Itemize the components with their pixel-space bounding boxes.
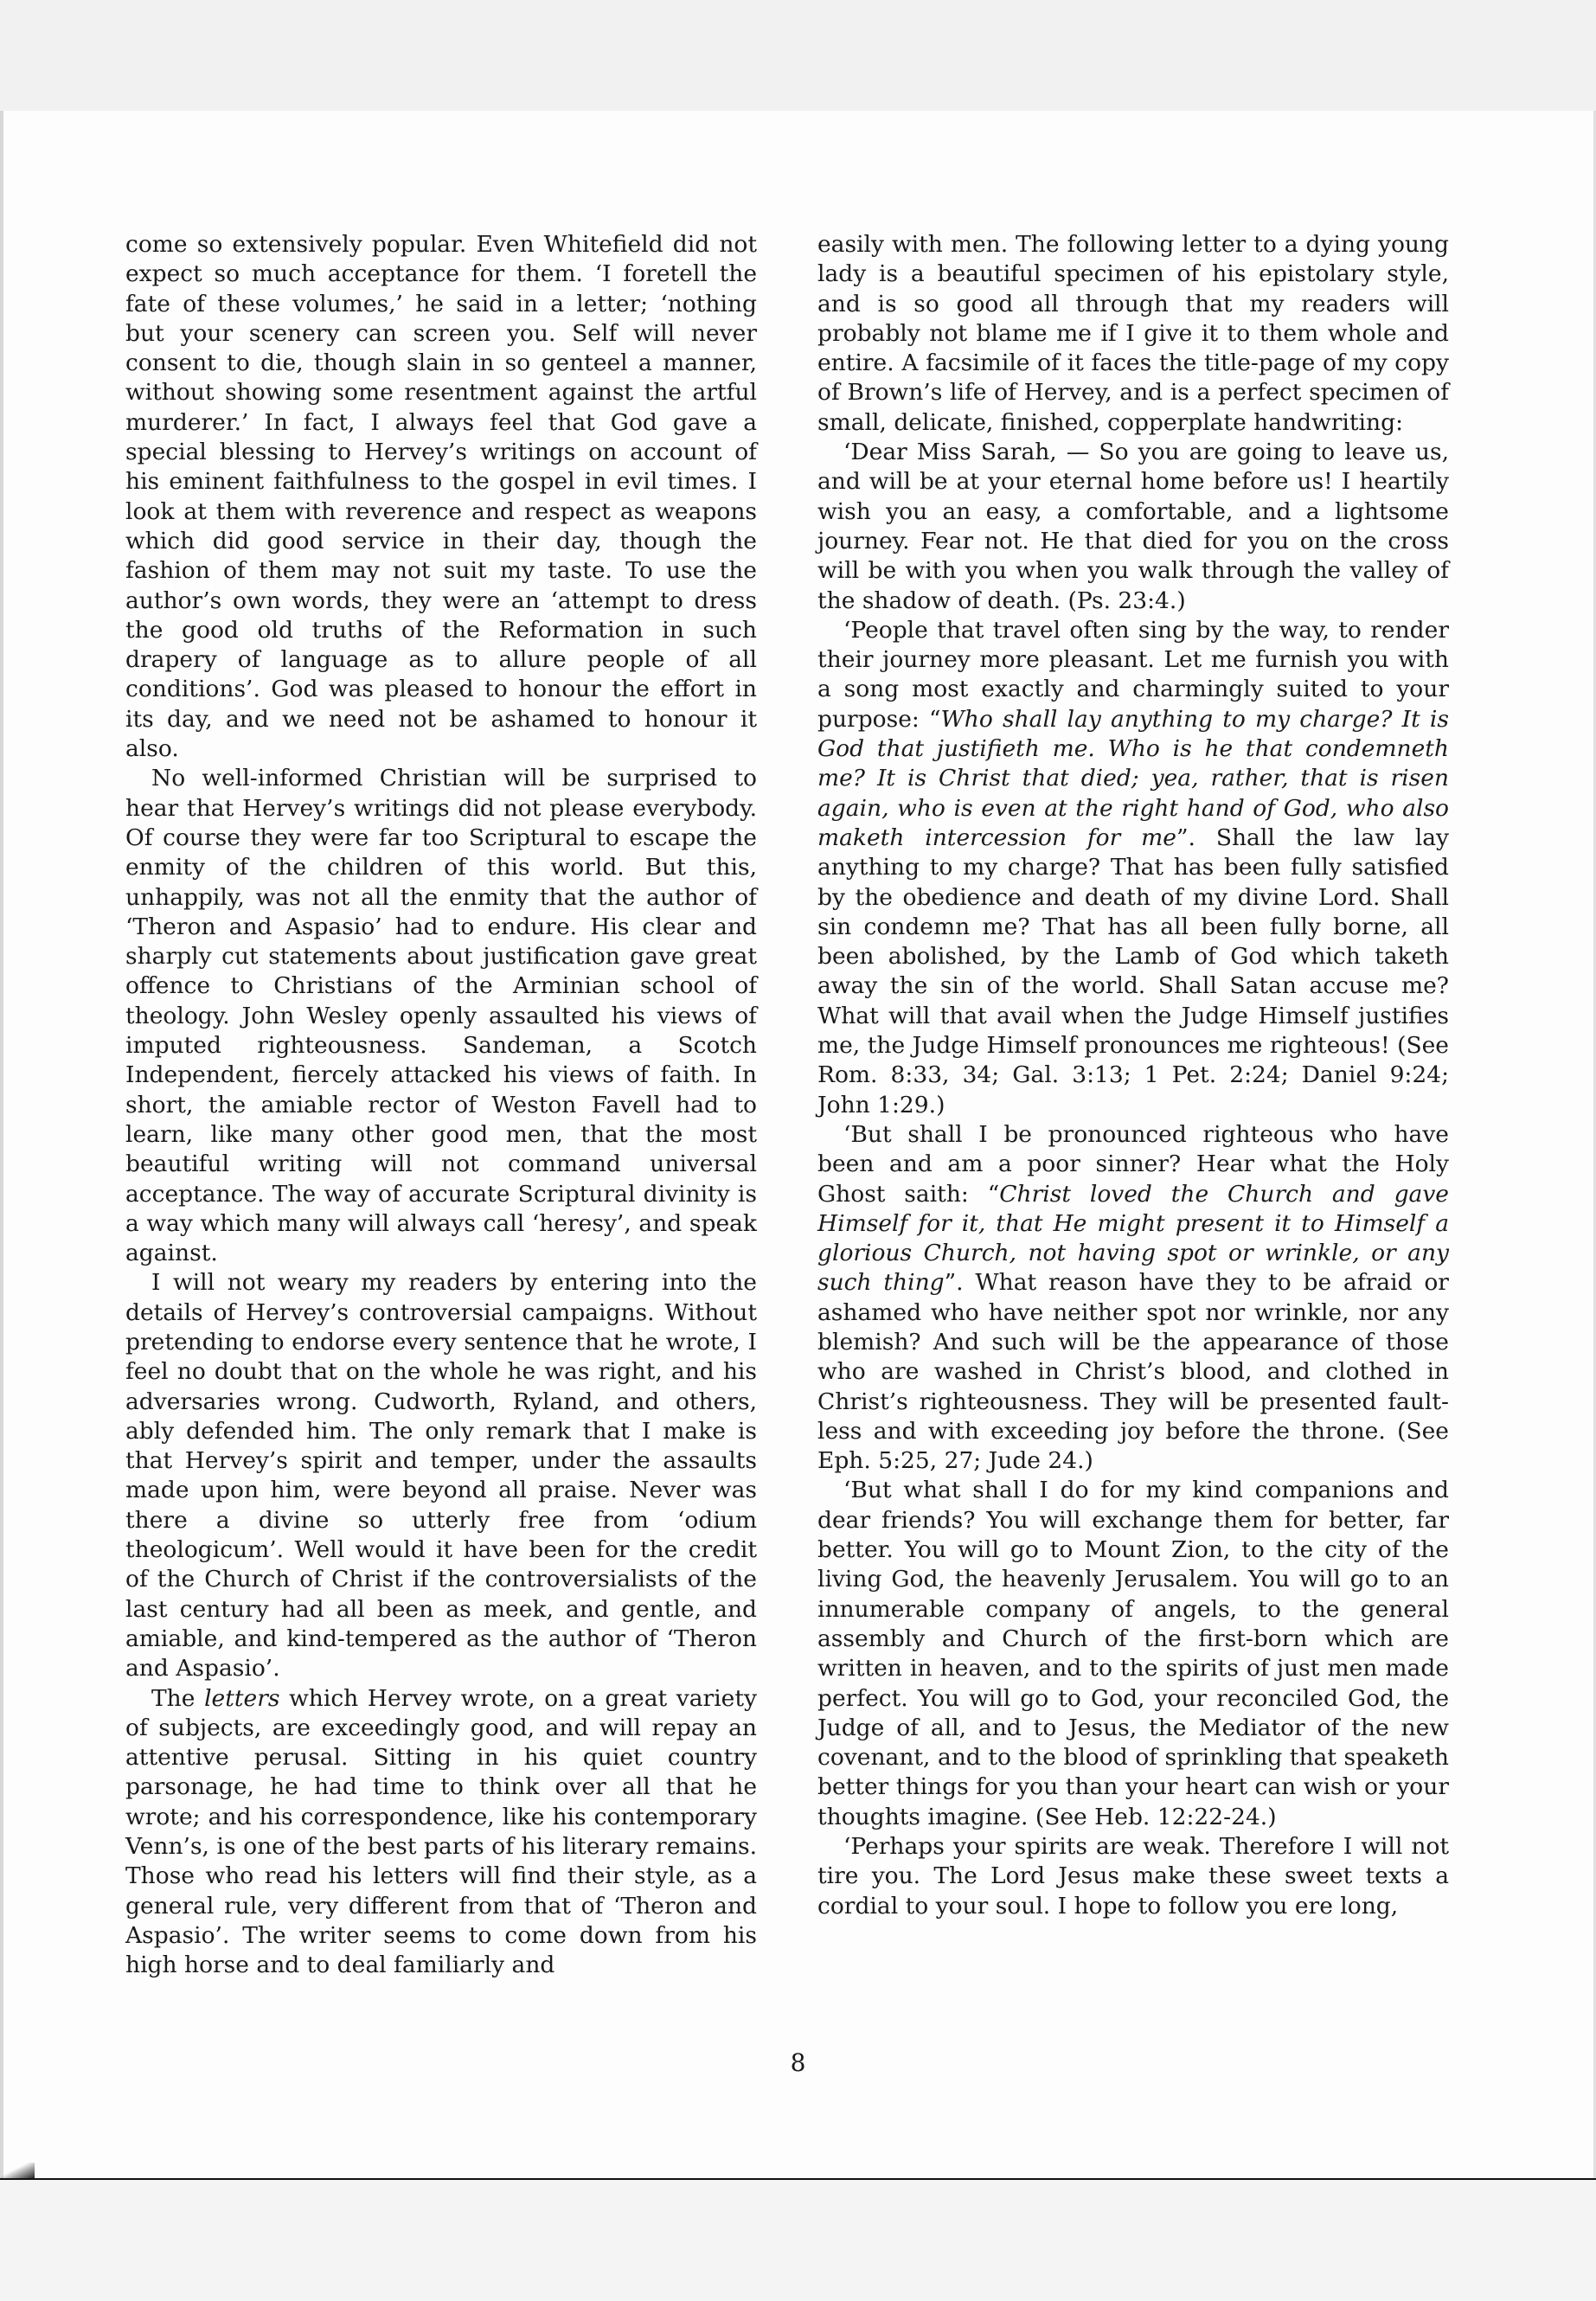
paragraph-right-5: ‘But what shall I do for my kind companions and dear friends? You will exchange them for better, far better. You will go to Mount Zion, to the city of the living God, the heavenly Jerusalem. You will go to an innumerable company of angels, to the general assembly and Church of the first-born which are written in heaven, and to the spirits of just men made perfect. You will go to God, your reconciled God, the Judge of all, and to Jesus, the Mediator of the new covenant, and to the blood of sprinkling that speaketh better things for you than your heart can wish or your thoughts imagine. (See Heb. 12:22-24.): [817, 1477, 1449, 1830]
italic-quotation: Who shall lay anything to my charge? It is God that justifieth me. Who is he that condemneth me? It is Christ that died; yea, rather, that is risen again, who is even at the right hand of God, who also maketh intercession for me: [817, 705, 1449, 851]
text-run: ”. What reason have they to be afraid or ashamed who have neither spot nor wrinkle, nor any blemish? And such will be the appearance of those who are washed in Christ’s blood, and clothed in Christ’s righteousness. They will be presented faultless and with exceeding joy before the throne. (See Eph. 5:25, 27; Jude 24.): [817, 1269, 1449, 1475]
page-number: 8: [790, 2048, 806, 2077]
scan-shadow: [0, 2163, 35, 2180]
paragraph-right-6: ‘Perhaps your spirits are weak. Therefore I will not tire you. The Lord Jesus make these sweet texts a cordial to your soul. I hope to follow you ere long,: [817, 1833, 1449, 1920]
scan-edge-left: [0, 111, 3, 2180]
text-run: which Hervey wrote, on a great variety of subjects, are exceedingly good, and will repay an attentive perusal. Sitting in his quiet country parsonage, he had time to think over all that he wrote; and his correspondence, like his contemporary Venn’s, is one of the best parts of his literary remains. Those who read his letters will find their style, as a general rule, very different from that of ‘Theron and Aspasio’. The writer seems to come down from his high horse and to deal familiarly and: [125, 1684, 757, 1979]
paragraph-right-3: [817, 616, 1449, 1120]
right-column: [817, 230, 1449, 1921]
italic-text: letters: [204, 1684, 280, 1712]
text-run: ‘People that travel often sing by the way, to render their journey more pleasant. Let me furnish you with a song most exactly and charmingly suited to your purpose: “: [817, 616, 1449, 733]
paragraph-right-2: ‘Dear Miss Sarah, — So you are going to leave us, and will be at your eternal home before us! I heartily wish you an easy, a comfortable, and a lightsome journey. Fear not. He that died for you on the cross will be with you when you walk through the valley of the shadow of death. (Ps. 23:4.): [817, 439, 1449, 614]
left-column: [125, 230, 757, 1981]
paragraph-right-4: [817, 1120, 1449, 1477]
text-run: ‘But shall I be pronounced righteous who have been and am a poor sinner? Hear what the Holy Ghost saith: “: [817, 1120, 1449, 1208]
text-run: The: [151, 1684, 205, 1712]
italic-quotation: Christ loved the Church and gave Himself for it, that He might present it to Himself a glorious Church, not having spot or wrinkle, or any such thing: [817, 1180, 1449, 1297]
scan-margin-top: [0, 0, 1596, 111]
paragraph-left-2: No well-informed Christian will be surprised to hear that Hervey’s writings did not please everybody. Of course they were far too Scriptural to escape the enmity of the children of this world. But this, unhappily, was not all the enmity that the author of ‘Theron and Aspasio’ had to endure. His clear and sharply cut statements about justification gave great offence to Christians of the Arminian school of theology. John Wesley openly assaulted his views of imputed righteousness. Sandeman, a Scotch Independent, fiercely attacked his views of faith. In short, the amiable rector of Weston Favell had to learn, like many other good men, that the most beautiful writing will not command universal acceptance. The way of accurate Scriptural divinity is a way which many will always call ‘heresy’, and speak against.: [125, 765, 757, 1267]
paragraph-left-4: [125, 1684, 757, 1981]
paragraph-left-3: I will not weary my readers by entering into the details of Hervey’s controversial campaigns. Without pretending to endorse every sentence that he wrote, I feel no doubt that on the whole he was right, and his adversaries wrong. Cudworth, Ryland, and others, ably defended him. The only remark that I make is that Hervey’s spirit and temper, under the assaults made upon him, were beyond all praise. Never was there a divine so utterly free from ‘odium theologicum’. Well would it have been for the credit of the Church of Christ if the controversialists of the last century had all been as meek, and gentle, and amiable, and kind-tempered as the author of ‘Theron and Aspasio’.: [125, 1269, 757, 1682]
paragraph-left-1: come so extensively popular. Even Whitefield did not expect so much acceptance for them. ‘I foretell the fate of these volumes,’ he said in a letter; ‘nothing but your scenery can screen you. Self will never consent to die, though slain in so genteel a manner, without showing some resentment against the artful murderer.’ In fact, I always feel that God gave a special blessing to Hervey’s writings on account of his eminent faithfulness to the gospel in evil times. I look at them with reverence and respect as weapons which did good service in their day, though the fashion of them may not suit my taste. To use the author’s own words, they were an ‘attempt to dress the good old truths of the Reformation in such drapery of language as to allure people of all conditions’. God was pleased to honour the effort in its day, and we need not be ashamed to honour it also.: [125, 231, 757, 763]
text-run: ”. Shall the law lay anything to my charge? That has been fully satisfied by the obedience and death of my divine Lord. Shall sin condemn me? That has all been fully borne, all been abolished, by the Lamb of God which taketh away the sin of the world. Shall Satan accuse me? What will that avail when the Judge Himself justifies me, the Judge Himself pronounces me righteous! (See Rom. 8:33, 34; Gal. 3:13; 1 Pet. 2:24; Daniel 9:24; John 1:29.): [817, 824, 1449, 1118]
paragraph-right-1: easily with men. The following letter to a dying young lady is a beautiful specimen of his epistolary style, and is so good all through that my readers will probably not blame me if I give it to them whole and entire. A facsimile of it faces the title-page of my copy of Brown’s life of Hervey, and is a perfect specimen of small, delicate, finished, copperplate handwriting:: [817, 231, 1449, 436]
scan-margin-bottom: [0, 2180, 1596, 2301]
